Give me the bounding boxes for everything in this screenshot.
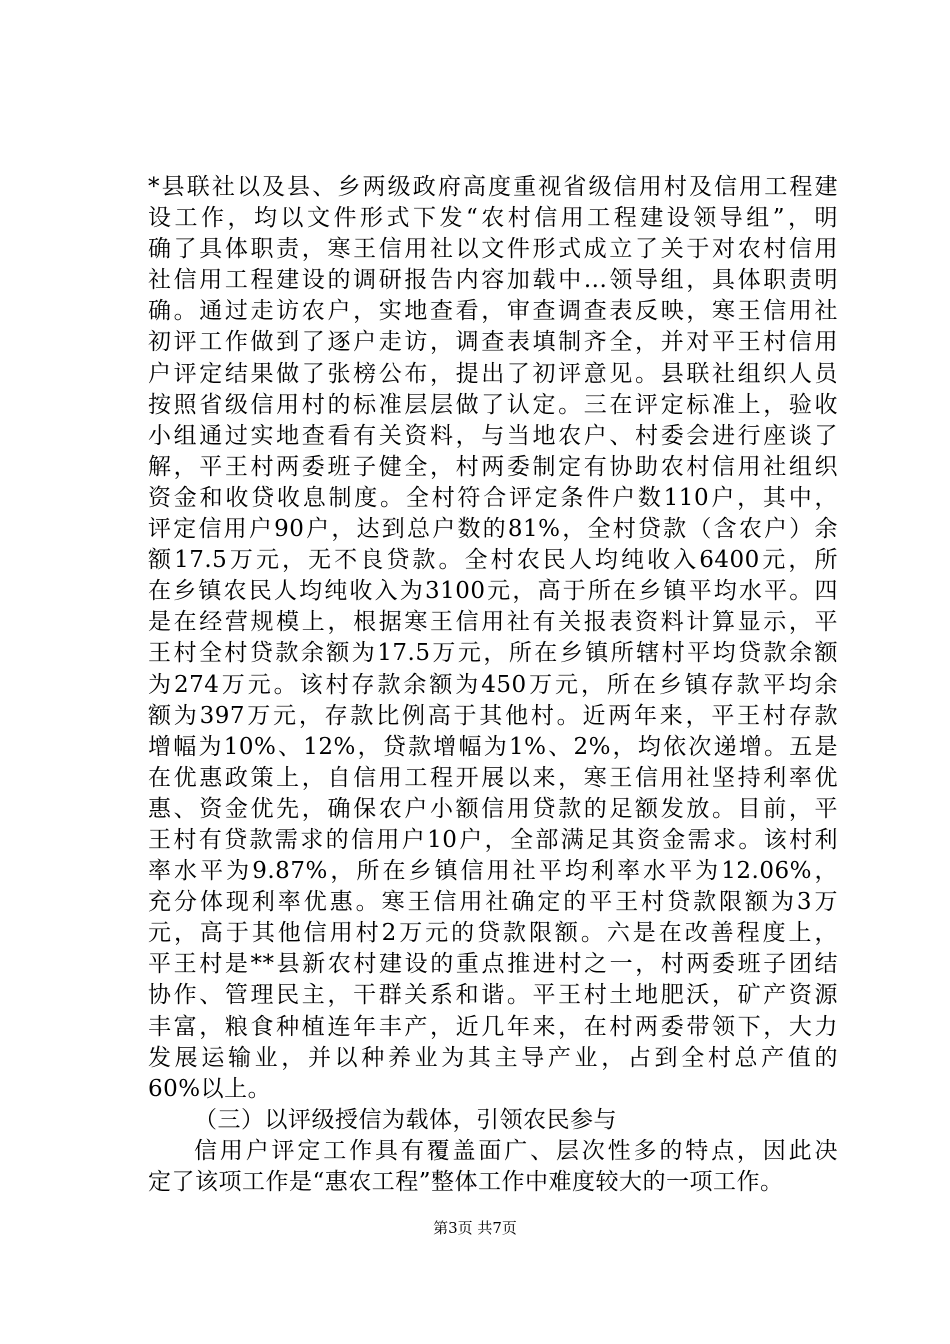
paragraph-line: 60%以上。 (148, 1075, 272, 1102)
paragraph-line: 额17.5万元，无不良贷款。全村农民人均纯收入6400元，所 (148, 547, 838, 574)
document-body (148, 172, 838, 1198)
paragraph-line: 按照省级信用村的标准层层做了认定。三在评定标准上，验收 (148, 391, 838, 418)
paragraph-line: 王村全村贷款余额为17.5万元，所在乡镇所辖村平均贷款余额 (148, 640, 838, 667)
paragraph-line: 增幅为10%、12%，贷款增幅为1%、2%，均依次递增。五是 (148, 733, 838, 760)
paragraph-line: 在优惠政策上，自信用工程开展以来，寒王信用社坚持利率优 (148, 764, 838, 791)
paragraph-line: 资金和收贷收息制度。全村符合评定条件户数110户，其中， (148, 484, 838, 511)
paragraph-line: *县联社以及县、乡两级政府高度重视省级信用村及信用工程建 (148, 174, 838, 200)
paragraph-line: 丰富，粮食种植连年丰产，近几年来，在村两委带领下，大力 (148, 1013, 838, 1040)
paragraph-line: 初评工作做到了逐户走访，调查表填制齐全，并对平王村信用 (148, 329, 838, 356)
paragraph-line: 率水平为9.87%，所在乡镇信用社平均利率水平为12.06%， (148, 858, 838, 885)
paragraph-line: 为274万元。该村存款余额为450万元，所在乡镇存款平均余 (148, 671, 838, 698)
paragraph-line: 小组通过实地查看有关资料，与当地农户、村委会进行座谈了 (148, 422, 838, 449)
paragraph-line: 定了该项工作是“惠农工程”整体工作中难度较大的一项工作。 (148, 1169, 784, 1195)
paragraph-line: 确了具体职责，寒王信用社以文件形式成立了关于对农村信用 (148, 236, 838, 263)
paragraph-line: 额为397万元，存款比例高于其他村。近两年来，平王村存款 (148, 702, 838, 729)
paragraph-line: 社信用工程建设的调研报告内容加载中...领导组，具体职责明 (148, 267, 838, 294)
paragraph-line: 充分体现利率优惠。寒王信用社确定的平王村贷款限额为3万 (148, 889, 838, 916)
paragraph-line: 元，高于其他信用村2万元的贷款限额。六是在改善程度上， (148, 920, 838, 947)
paragraph-line: 设工作，均以文件形式下发“农村信用工程建设领导组”，明 (148, 205, 838, 232)
paragraph-line: 信用户评定工作具有覆盖面广、层次性多的特点，因此决 (194, 1137, 838, 1164)
paragraph-line: 解，平王村两委班子健全，村两委制定有协助农村信用社组织 (148, 453, 838, 480)
paragraph-line: 户评定结果做了张榜公布，提出了初评意见。县联社组织人员 (148, 360, 838, 387)
paragraph-line: 惠、资金优先，确保农户小额信用贷款的足额发放。目前，平 (148, 795, 838, 822)
paragraph-line: 确。通过走访农户，实地查看，审查调查表反映，寒王信用社 (148, 298, 838, 325)
section-heading: （三）以评级授信为载体，引领农民参与 (194, 1106, 617, 1133)
paragraph-line: 评定信用户90户，达到总户数的81%，全村贷款（含农户）余 (148, 516, 838, 543)
paragraph-line: 王村有贷款需求的信用户10户，全部满足其资金需求。该村利 (148, 826, 838, 853)
paragraph-line: 在乡镇农民人均纯收入为3100元，高于所在乡镇平均水平。四 (148, 578, 838, 605)
paragraph-line: 协作、管理民主，干群关系和谐。平王村土地肥沃，矿产资源 (148, 982, 838, 1009)
paragraph-line: 平王村是**县新农村建设的重点推进村之一，村两委班子团结 (148, 951, 838, 978)
paragraph-line: 是在经营规模上，根据寒王信用社有关报表资料计算显示，平 (148, 609, 838, 636)
page-number-footer: 第3页 共7页 (433, 1219, 517, 1237)
paragraph-line: 发展运输业，并以种养业为其主导产业，占到全村总产值的 (148, 1044, 838, 1071)
